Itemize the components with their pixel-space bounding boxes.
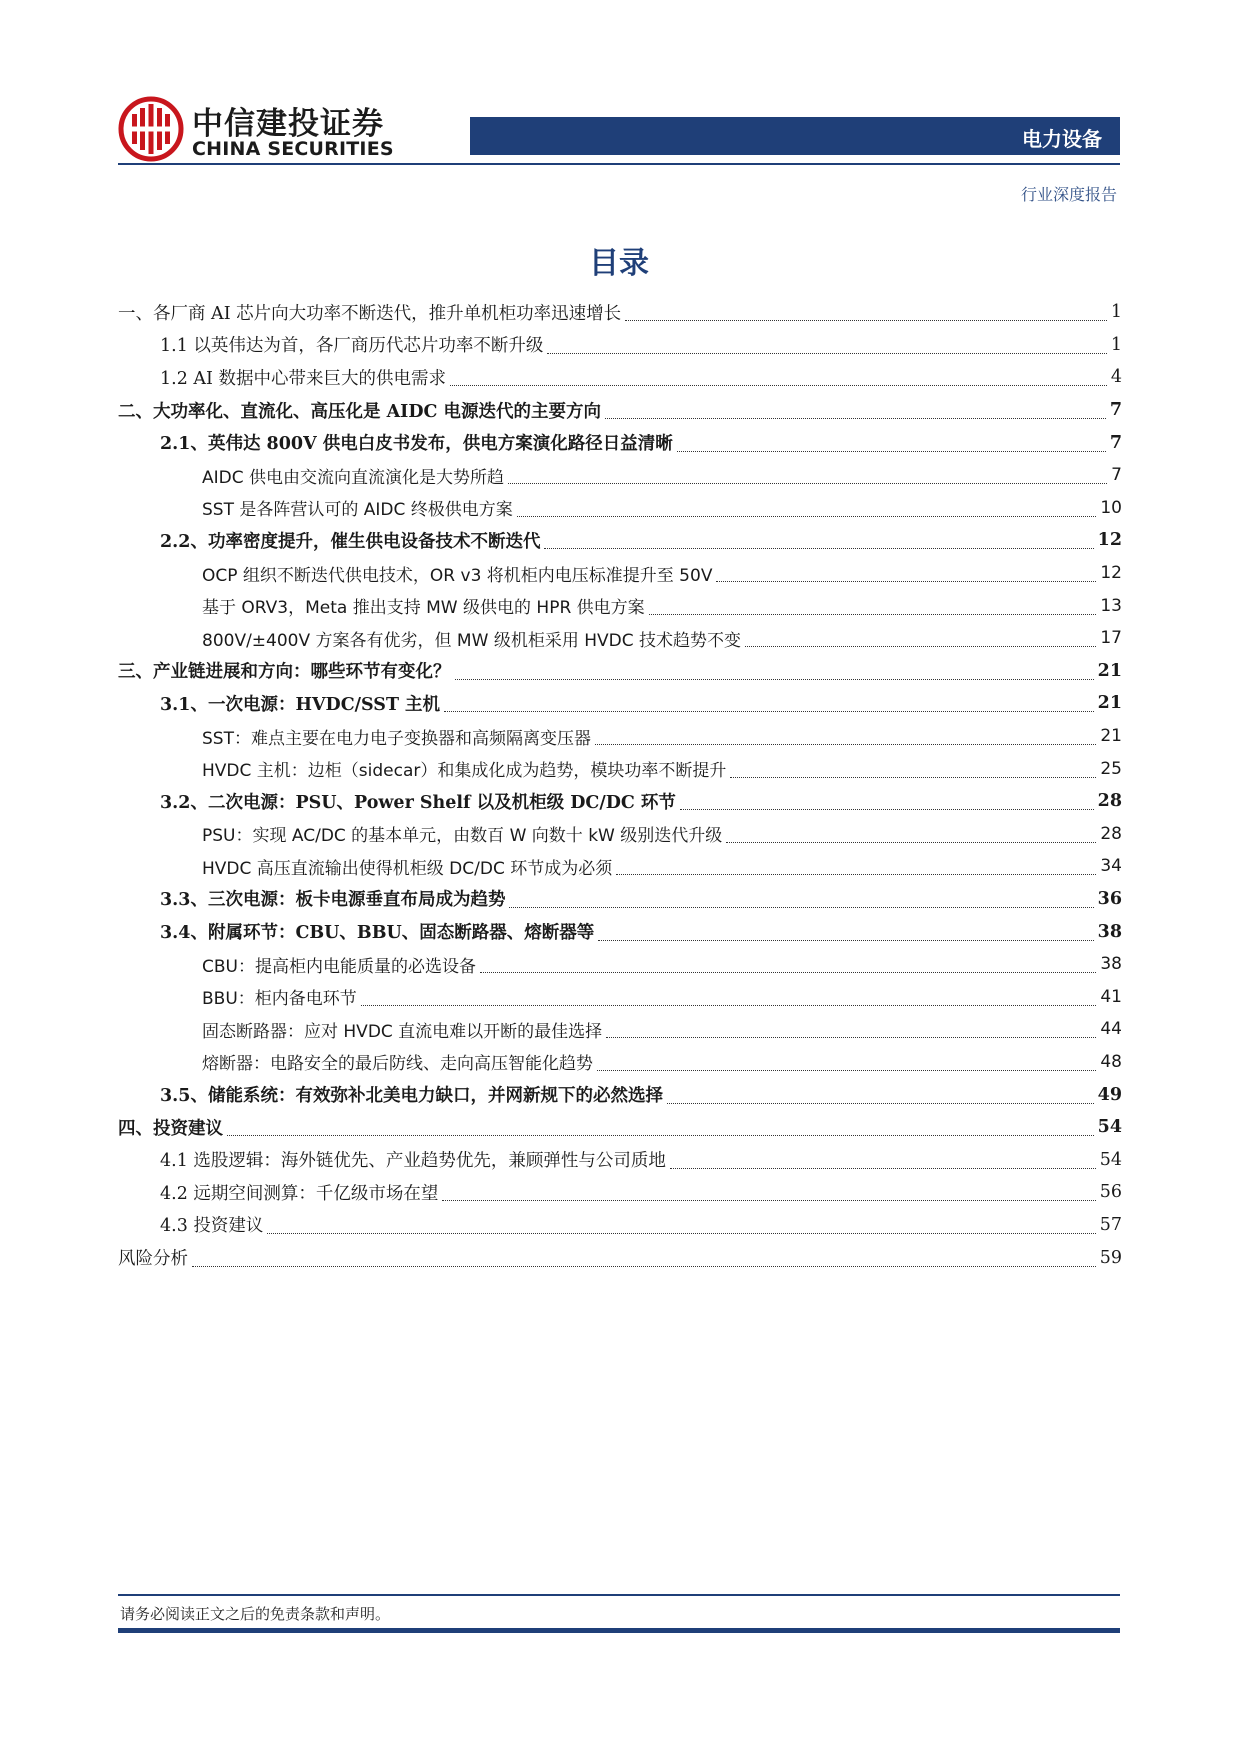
toc-leader-dots xyxy=(517,515,1097,517)
toc-entry-title: OCP 组织不断迭代供电技术，OR v3 将机柜内电压标准提升至 50V xyxy=(202,565,713,586)
toc-leader-dots xyxy=(716,580,1096,582)
toc-entry-page: 49 xyxy=(1097,1084,1122,1105)
toc-leader-dots xyxy=(667,1102,1094,1104)
toc-entry-page: 13 xyxy=(1100,595,1122,616)
toc-entry-title: 二、大功率化、直流化、高压化是 AIDC 电源迭代的主要方向 xyxy=(118,401,602,422)
toc-entry[interactable] xyxy=(118,459,1122,492)
toc-entry-title: 三、产业链进展和方向：哪些环节有变化？ xyxy=(118,662,451,683)
toc-entry-title: HVDC 高压直流输出使得机柜级 DC/DC 环节成为必须 xyxy=(202,858,613,879)
toc-entry-page: 54 xyxy=(1097,1117,1122,1138)
toc-entry-page: 56 xyxy=(1099,1182,1122,1203)
toc-leader-dots xyxy=(547,352,1106,354)
toc-entry[interactable] xyxy=(118,1111,1122,1144)
toc-entry[interactable] xyxy=(118,361,1122,394)
toc-entry-title: CBU：提高柜内电能质量的必选设备 xyxy=(202,956,476,977)
toc-entry-page: 54 xyxy=(1099,1149,1122,1170)
toc-entry-page: 1 xyxy=(1110,302,1122,323)
toc-entry-title: 3.1、一次电源：HVDC/SST 主机 xyxy=(160,694,441,715)
toc-entry-page: 21 xyxy=(1097,660,1122,681)
header-divider xyxy=(118,163,1120,165)
toc-leader-dots xyxy=(480,971,1096,973)
toc-entry-title: 风险分析 xyxy=(118,1249,188,1270)
toc-entry-title: 1.2 AI 数据中心带来巨大的供电需求 xyxy=(160,368,447,389)
toc-entry[interactable] xyxy=(118,296,1122,329)
toc-entry-page: 12 xyxy=(1097,530,1122,551)
toc-leader-dots xyxy=(670,1167,1096,1169)
footer-band xyxy=(118,1628,1120,1633)
toc-leader-dots xyxy=(605,417,1106,419)
toc-leader-dots xyxy=(450,384,1107,386)
toc-entry[interactable] xyxy=(118,850,1122,883)
toc-entry-title: 固态断路器：应对 HVDC 直流电难以开断的最佳选择 xyxy=(202,1021,603,1042)
toc-leader-dots xyxy=(361,1004,1097,1006)
toc-entry-title: 4.3 投资建议 xyxy=(160,1216,264,1237)
toc-entry[interactable] xyxy=(118,1176,1122,1209)
toc-entry-title: 4.2 远期空间测算：千亿级市场在望 xyxy=(160,1183,439,1204)
toc-entry[interactable] xyxy=(118,720,1122,753)
toc-entry-page: 7 xyxy=(1109,432,1122,453)
company-logo xyxy=(118,96,418,166)
toc-entry-page: 38 xyxy=(1100,954,1122,975)
header-band xyxy=(470,117,1120,155)
toc-entry-page: 38 xyxy=(1097,921,1122,942)
toc-entry[interactable] xyxy=(118,818,1122,851)
toc-entry[interactable] xyxy=(118,1046,1122,1079)
toc-entry-page: 4 xyxy=(1110,367,1122,388)
toc-entry-title: HVDC 主机：边柜（sidecar）和集成化成为趋势，模块功率不断提升 xyxy=(202,761,727,782)
toc-entry-page: 17 xyxy=(1100,628,1122,649)
toc-entry-title: 3.2、二次电源：PSU、Power Shelf 以及机柜级 DC/DC 环节 xyxy=(160,792,676,813)
china-securities-logo-icon xyxy=(118,96,184,162)
toc-leader-dots xyxy=(455,678,1094,680)
toc-entry-page: 7 xyxy=(1109,400,1122,421)
toc-entry[interactable] xyxy=(118,1241,1122,1274)
toc-entry-page: 36 xyxy=(1097,888,1122,909)
toc-entry-title: SST：难点主要在电力电子变换器和高频隔离变压器 xyxy=(202,728,591,749)
toc-leader-dots xyxy=(730,776,1096,778)
toc-entry[interactable] xyxy=(118,980,1122,1013)
toc-entry[interactable] xyxy=(118,915,1122,948)
toc-entry-title: 2.1、英伟达 800V 供电白皮书发布，供电方案演化路径日益清晰 xyxy=(160,434,673,455)
toc-leader-dots xyxy=(680,808,1094,810)
toc-entry-title: PSU：实现 AC/DC 的基本单元，由数百 W 向数十 kW 级别迭代升级 xyxy=(202,826,723,847)
toc-leader-dots xyxy=(444,710,1094,712)
toc-entry[interactable] xyxy=(118,394,1122,427)
toc-entry-title: 基于 ORV3，Meta 推出支持 MW 级供电的 HPR 供电方案 xyxy=(202,598,645,619)
toc-entry[interactable] xyxy=(118,752,1122,785)
toc-leader-dots xyxy=(616,873,1096,875)
toc-entry-page: 25 xyxy=(1100,758,1122,779)
toc-leader-dots xyxy=(442,1199,1095,1201)
toc-entry-page: 41 xyxy=(1100,986,1122,1007)
toc-title: 目录 xyxy=(589,246,649,281)
toc-entry-title: 3.4、附属环节：CBU、BBU、固态断路器、熔断器等 xyxy=(160,923,595,944)
toc-entry[interactable] xyxy=(118,329,1122,362)
toc-entry-page: 57 xyxy=(1099,1214,1122,1235)
toc-entry-title: 四、投资建议 xyxy=(118,1118,223,1139)
toc-entry[interactable] xyxy=(118,785,1122,818)
toc-entry[interactable] xyxy=(118,1209,1122,1242)
toc-leader-dots xyxy=(267,1232,1095,1234)
toc-leader-dots xyxy=(597,1069,1096,1071)
toc-entry-page: 21 xyxy=(1097,693,1122,714)
toc-leader-dots xyxy=(598,939,1093,941)
toc-entry-title: 熔断器：电路安全的最后防线、走向高压智能化趋势 xyxy=(202,1054,593,1075)
toc-leader-dots xyxy=(606,1036,1096,1038)
toc-entry-title: 800V/±400V 方案各有优劣，但 MW 级机柜采用 HVDC 技术趋势不变 xyxy=(202,630,741,651)
toc-entry[interactable] xyxy=(118,524,1122,557)
toc-leader-dots xyxy=(726,841,1096,843)
industry-label: 电力设备 xyxy=(1022,127,1102,151)
toc-entry[interactable] xyxy=(118,557,1122,590)
toc-leader-dots xyxy=(192,1265,1096,1267)
toc-entry-title: SST 是各阵营认可的 AIDC 终极供电方案 xyxy=(202,500,513,521)
toc-entry-page: 1 xyxy=(1110,334,1122,355)
logo-chinese-name: 中信建投证券 xyxy=(192,106,384,142)
toc-leader-dots xyxy=(227,1134,1094,1136)
toc-entry-page: 48 xyxy=(1100,1051,1122,1072)
toc-entry-page: 7 xyxy=(1111,465,1122,486)
footer-divider xyxy=(118,1594,1120,1596)
toc-entry[interactable] xyxy=(118,589,1122,622)
toc-entry[interactable] xyxy=(118,1143,1122,1176)
toc-entry-page: 21 xyxy=(1100,726,1122,747)
toc-entry[interactable] xyxy=(118,1013,1122,1046)
toc-entry[interactable] xyxy=(118,687,1122,720)
toc-leader-dots xyxy=(544,547,1093,549)
footer-disclaimer: 请务必阅读正文之后的免责条款和声明。 xyxy=(120,1605,391,1623)
toc-leader-dots xyxy=(745,645,1096,647)
toc-entry-page: 34 xyxy=(1100,856,1122,877)
toc-leader-dots xyxy=(625,319,1107,321)
toc-entry-title: 3.3、三次电源：板卡电源垂直布局成为趋势 xyxy=(160,890,506,911)
toc-entry[interactable] xyxy=(118,426,1122,459)
toc-entry-title: 2.2、功率密度提升，催生供电设备技术不断迭代 xyxy=(160,531,541,552)
toc-entry-title: 1.1 以英伟达为首，各厂商历代芯片功率不断升级 xyxy=(160,336,544,357)
toc-leader-dots xyxy=(677,450,1106,452)
toc-leader-dots xyxy=(509,906,1093,908)
logo-english-name: CHINA SECURITIES xyxy=(192,138,394,160)
toc-entry-title: 3.5、储能系统：有效弥补北美电力缺口，并网新规下的必然选择 xyxy=(160,1086,663,1107)
toc-entry[interactable] xyxy=(118,1078,1122,1111)
toc-entry-page: 28 xyxy=(1097,791,1122,812)
toc-leader-dots xyxy=(595,743,1096,745)
toc-entry[interactable] xyxy=(118,622,1122,655)
toc-entry-title: AIDC 供电由交流向直流演化是大势所趋 xyxy=(202,467,505,488)
toc-leader-dots xyxy=(508,482,1107,484)
toc-entry-title: BBU：柜内备电环节 xyxy=(202,989,357,1010)
toc-entry-page: 44 xyxy=(1100,1019,1122,1040)
toc-entry-title: 4.1 选股逻辑：海外链优先、产业趋势优先，兼顾弹性与公司质地 xyxy=(160,1151,666,1172)
toc-entry[interactable] xyxy=(118,948,1122,981)
toc-entry[interactable] xyxy=(118,655,1122,688)
table-of-contents xyxy=(118,296,1122,1274)
toc-entry[interactable] xyxy=(118,883,1122,916)
report-type-label: 行业深度报告 xyxy=(1020,185,1117,204)
toc-leader-dots xyxy=(649,613,1097,615)
toc-entry[interactable] xyxy=(118,492,1122,525)
toc-entry-page: 59 xyxy=(1099,1247,1122,1268)
toc-entry-title: 一、各厂商 AI 芯片向大功率不断迭代，推升单机柜功率迅速增长 xyxy=(118,303,622,324)
toc-entry-page: 12 xyxy=(1100,563,1122,584)
toc-entry-page: 28 xyxy=(1100,823,1122,844)
toc-entry-page: 10 xyxy=(1100,497,1122,518)
